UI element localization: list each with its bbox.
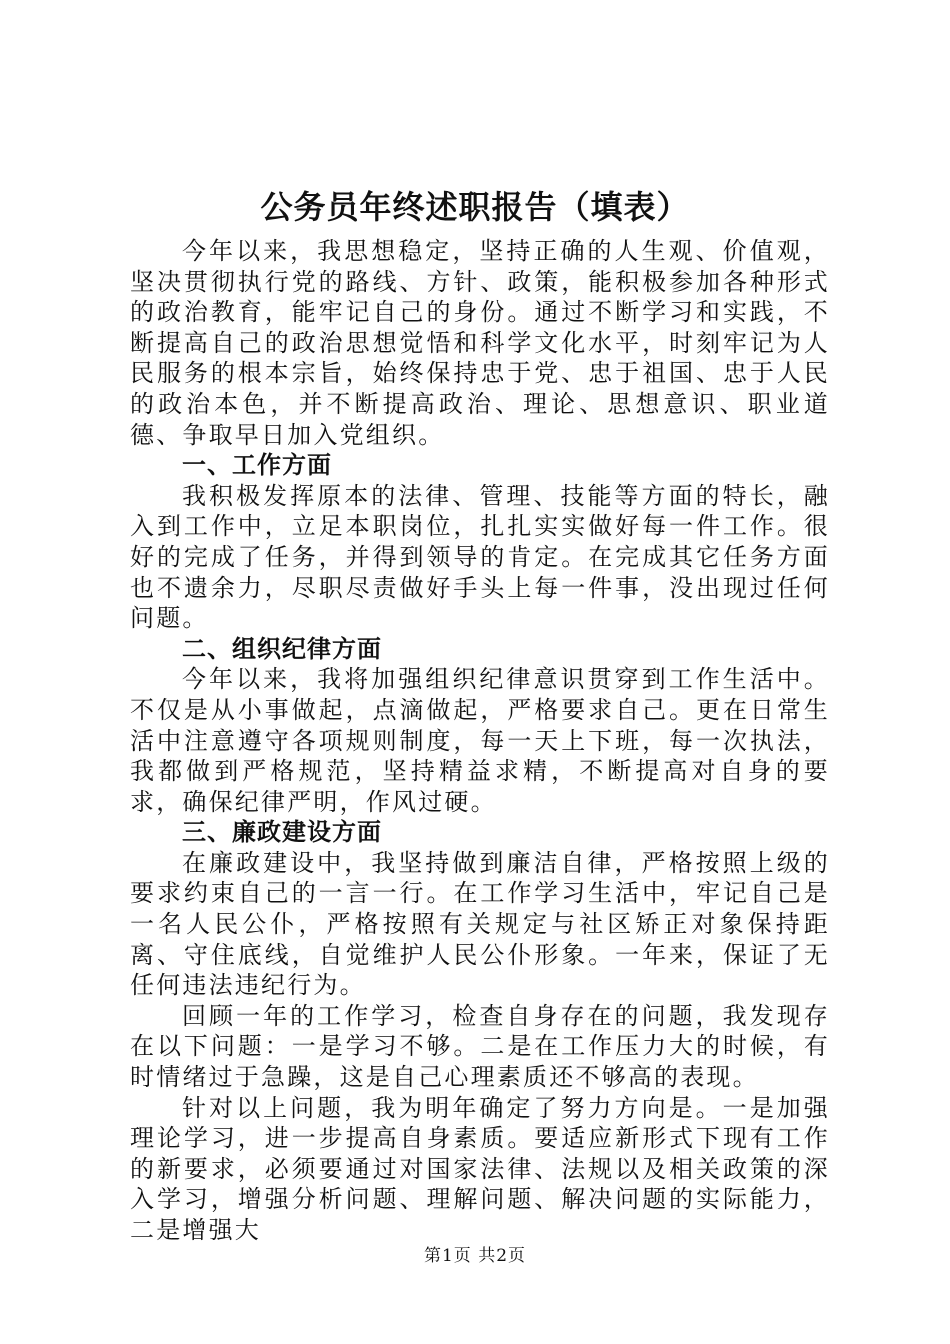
section-paragraph-work: 我积极发挥原本的法律、管理、技能等方面的特长，融入到工作中，立足本职岗位，扎扎实实做好每一件工作。很好的完成了任务，并得到领导的肯定。在完成其它任务方面也不遗余力，尽职尽责做好手头上每一件事，没出现过任何问题。 (130, 481, 830, 633)
document-body (130, 236, 830, 1246)
section-heading-integrity: 三、廉政建设方面 (182, 818, 382, 847)
section-heading-discipline: 二、组织纪律方面 (182, 634, 382, 663)
plan-paragraph: 针对以上问题，我为明年确定了努力方向是。一是加强理论学习，进一步提高自身素质。要适应新形式下现有工作的新要求，必须要通过对国家法律、法规以及相关政策的深入学习，增强分析问题、理解问题、解决问题的实际能力，二是增强大 (130, 1093, 830, 1244)
document-title: 公务员年终述职报告（填表） (260, 188, 690, 226)
intro-paragraph: 今年以来，我思想稳定，坚持正确的人生观、价值观，坚决贯彻执行党的路线、方针、政策，能积极参加各种形式的政治教育，能牢记自己的身份。通过不断学习和实践，不断提高自己的政治思想觉悟和科学文化水平，时刻牢记为人民服务的根本宗旨，始终保持忠于党、忠于祖国、忠于人民的政治本色，并不断提高政治、理论、思想意识、职业道德、争取早日加入党组织。 (130, 237, 830, 449)
page-indicator: 第1页 共2页 (423, 1246, 527, 1266)
section-paragraph-discipline: 今年以来，我将加强组织纪律意识贯穿到工作生活中。不仅是从小事做起，点滴做起，严格要求自己。更在日常生活中注意遵守各项规则制度，每一天上下班，每一次执法，我都做到严格规范，坚持精益求精，不断提高对自身的要求，确保纪律严明，作风过硬。 (130, 665, 830, 816)
review-paragraph: 回顾一年的工作学习，检查自身存在的问题，我发现存在以下问题：一是学习不够。二是在工作压力大的时候，有时情绪过于急躁，这是自己心理素质还不够高的表现。 (130, 1001, 830, 1092)
section-paragraph-integrity: 在廉政建设中，我坚持做到廉洁自律，严格按照上级的要求约束自己的一言一行。在工作学习生活中，牢记自己是一名人民公仆，严格按照有关规定与社区矫正对象保持距离、守住底线，自觉维护人民公仆形象。一年来，保证了无任何违法违纪行为。 (130, 848, 830, 1000)
section-heading-work: 一、工作方面 (182, 451, 332, 480)
